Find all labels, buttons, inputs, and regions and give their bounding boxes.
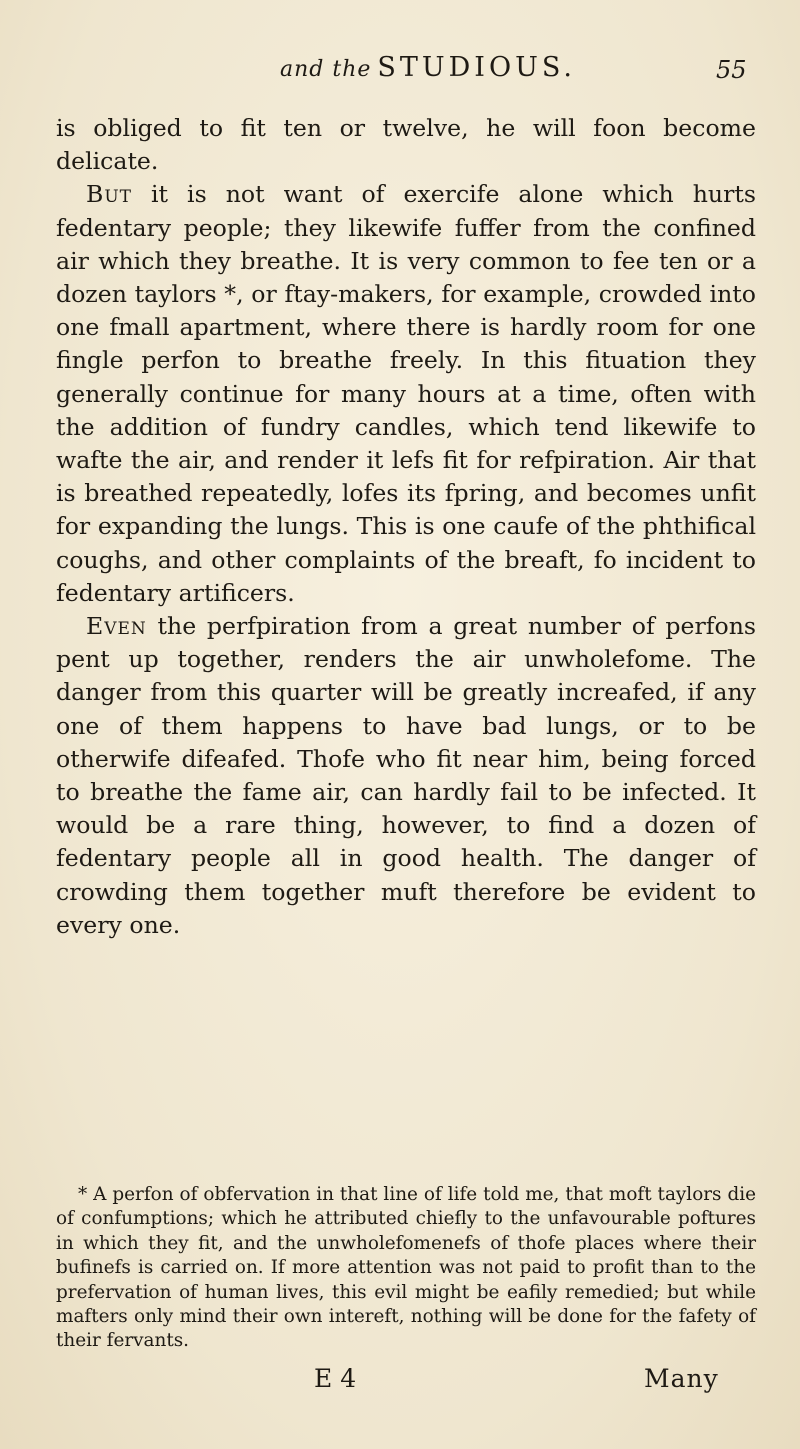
running-head-italic: and the [280, 57, 372, 82]
footnote [56, 1183, 756, 1354]
running-head [280, 52, 576, 83]
paragraph-2 [56, 178, 756, 610]
main-text [56, 112, 756, 942]
running-head-caps: STUDIOUS. [377, 52, 576, 83]
page-header [0, 52, 800, 92]
footnote-text: * A perfon of obfervation in that line of life told me, that moft taylors die of confumptions; which he attributed chiefly to the unfavourable poftures in which they fit, and the unwholefomenefs of thofe places where their bufinefs is carried on. If more attention was not paid to profit than to the prefervation of human lives, this evil might be eafily remedied; but while mafters only mind their own intereft, nothing will be done for the fafety of their fervants. [56, 1184, 756, 1352]
paragraph-1: is obliged to fit ten or twelve, he will foon become delicate. [56, 114, 756, 176]
catchword: Many [644, 1364, 719, 1393]
paragraph-2-lead: But [86, 180, 133, 209]
paragraph-3-text: the perfpiration from a great number of perfons pent up together, renders the air unwholefome. The danger from this quarter will be greatly increafed, if any one of them happens to have bad lungs, or to be otherwife difeafed. Thofe who fit near him, being forced to breathe the fame air, can hardly fail to be infected. It would be a rare thing, however, to find a dozen of fedentary people all in good health. The danger of crowding them together muft therefore be evident to every one. [56, 612, 756, 939]
signature-mark: E 4 [314, 1364, 357, 1393]
page-number: 55 [716, 56, 747, 84]
paragraph-2-text: it is not want of exercife alone which hurts fedentary people; they likewife fuffer from the confined air which they breathe. It is very common to fee ten or a dozen taylors *, or ftay-makers, for example, crowded into one fmall apartment, where there is hardly room for one fingle perfon to breathe freely. In this fituation they generally continue for many hours at a time, often with the addition of fundry candles, which tend likewife to wafte the air, and render it lefs fit for refpiration. Air that is breathed repeatedly, lofes its fpring, and becomes unfit for expanding the lungs. This is one caufe of the phthifical coughs, and other complaints of the breaft, fo incident to fedentary artificers. [56, 180, 756, 607]
page-footer [0, 1364, 800, 1398]
paragraph-3-lead: Even [86, 612, 147, 641]
paragraph-3 [56, 610, 756, 942]
